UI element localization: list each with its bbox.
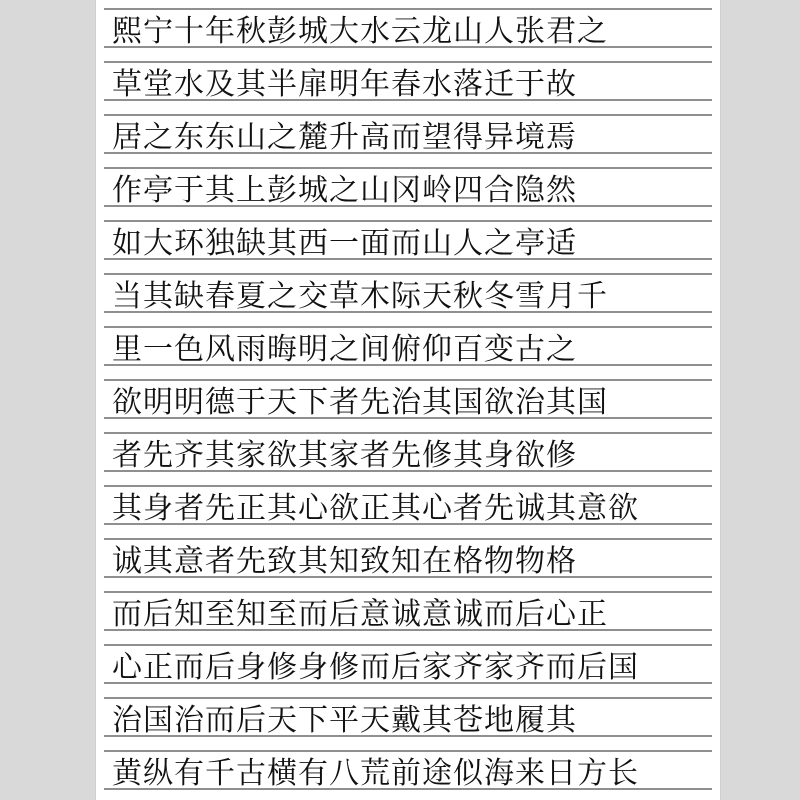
text-line-10 [104,485,712,525]
text-line-5 [104,220,712,260]
text-line-14 [104,697,712,737]
text-line-3 [104,114,712,154]
text-line-13 [104,644,712,684]
line-text-8: 欲明明德于天下者先治其国欲治其国 [112,385,608,417]
line-text-1: 熙宁十年秋彭城大水云龙山人张君之 [112,14,608,46]
line-text-15: 黄纵有千古横有八荒前途似海来日方长 [112,756,639,788]
line-text-7: 里一色风雨晦明之间俯仰百变古之 [112,332,577,364]
line-text-10: 其身者先正其心欲正其心者先诚其意欲 [112,491,639,523]
text-line-7 [104,326,712,366]
line-text-3: 居之东东山之麓升高而望得异境焉 [112,120,577,152]
text-line-6 [104,273,712,313]
line-text-11: 诚其意者先致其知致知在格物物格 [112,544,577,576]
line-text-6: 当其缺春夏之交草木际天秋冬雪月千 [112,279,608,311]
text-line-4 [104,167,712,207]
text-line-15 [104,750,712,790]
copybook-page [96,0,720,800]
line-text-2: 草堂水及其半扉明年春水落迁于故 [112,67,577,99]
text-line-8 [104,379,712,419]
line-text-12: 而后知至知至而后意诚意诚而后心正 [112,597,608,629]
text-line-11 [104,538,712,578]
text-line-12 [104,591,712,631]
text-line-1 [104,8,712,48]
text-line-2 [104,61,712,101]
line-text-14: 治国治而后天下平天戴其苍地履其 [112,703,577,735]
line-text-9: 者先齐其家欲其家者先修其身欲修 [112,438,577,470]
line-text-5: 如大环独缺其西一面而山人之亭适 [112,226,577,258]
text-line-9 [104,432,712,472]
line-text-4: 作亭于其上彭城之山冈岭四合隐然 [112,173,577,205]
line-text-13: 心正而后身修身修而后家齐家齐而后国 [112,650,639,682]
